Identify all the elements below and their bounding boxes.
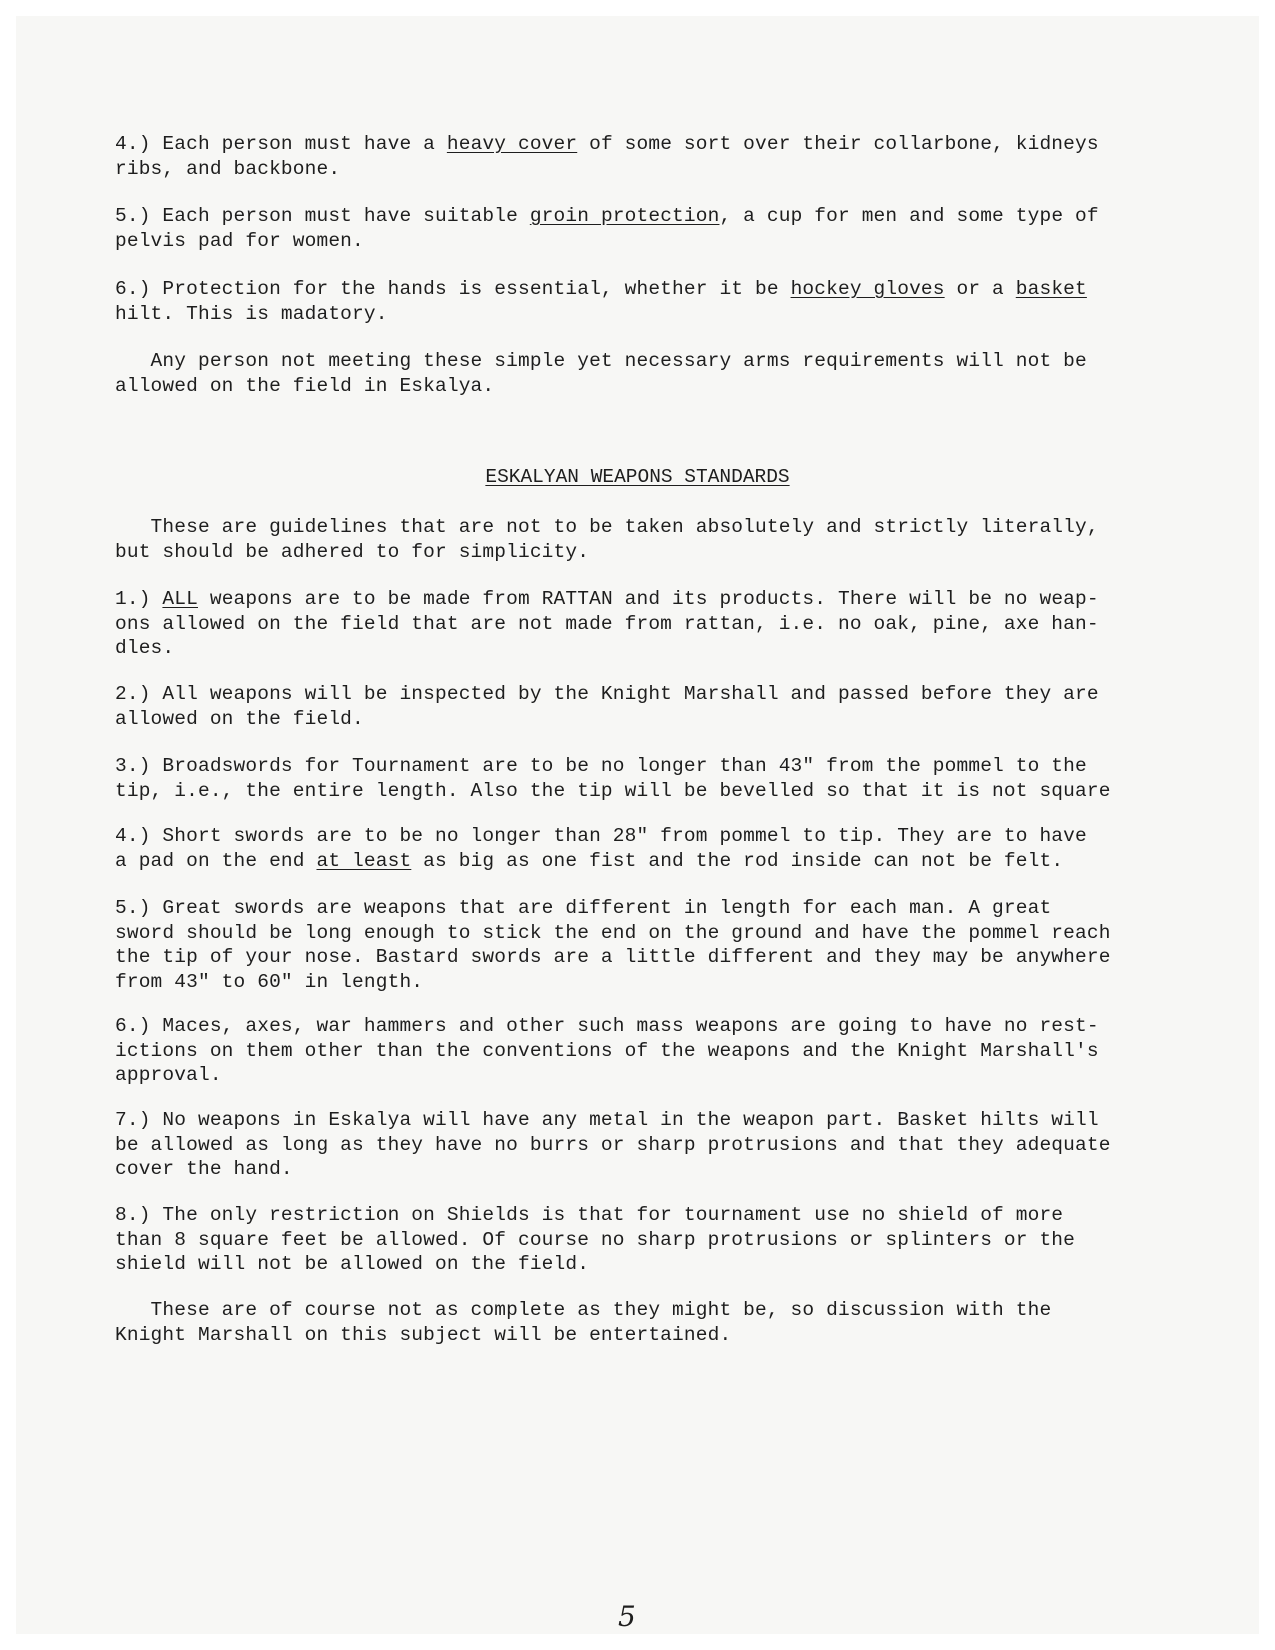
weapons-item-6 (115, 1014, 1175, 1088)
weapons-item-7-line1: 7.) No weapons in Eskalya will have any metal in the weapon part. Basket hilts will (115, 1109, 1099, 1131)
weapons-item-1-underlined: ALL (162, 588, 198, 610)
weapons-item-2-line1: 2.) All weapons will be inspected by the Knight Marshall and passed before they are (115, 683, 1099, 705)
armor-item-4 (115, 132, 1175, 181)
armor-item-4-line2: ribs, and backbone. (115, 157, 341, 180)
weapons-item-5-line3: the tip of your nose. Bastard swords are a little different and they may be anywhere (115, 946, 1111, 968)
armor-item-6-text: 6.) Protection for the hands is essential, whether it be (115, 278, 791, 300)
weapons-item-5-line2: sword should be long enough to stick the end on the ground and have the pommel reach (115, 921, 1111, 944)
armor-item-5-line2: pelvis pad for women. (115, 229, 364, 252)
weapons-item-6-line3: approval. (115, 1064, 222, 1086)
armor-closing-line2: allowed on the field in Eskalya. (115, 374, 495, 397)
weapons-closing-line2: Knight Marshall on this subject will be entertained. (115, 1323, 732, 1346)
armor-item-5-underlined: groin protection (529, 205, 720, 227)
armor-item-4-text-rest: of some sort over their collarbone, kidneys (577, 133, 1099, 155)
weapons-intro-line1: These are guidelines that are not to be taken absolutely and strictly literally, (115, 516, 1099, 538)
weapons-item-1-number: 1.) (115, 588, 163, 610)
weapons-item-5 (115, 896, 1175, 994)
weapons-item-7 (115, 1108, 1175, 1182)
weapons-item-3-line2: tip, i.e., the entire length. Also the tip will be bevelled so that it is not square (115, 779, 1111, 802)
weapons-item-8 (115, 1203, 1175, 1277)
armor-item-6-line2: hilt. This is madatory. (115, 302, 388, 325)
weapons-item-5-line4: from 43" to 60" in length. (115, 970, 424, 993)
page-number: 5 (618, 1600, 636, 1633)
weapons-intro (115, 515, 1175, 564)
section-heading: ESKALYAN WEAPONS STANDARDS (485, 466, 790, 488)
weapons-intro-line2: but should be adhered to for simplicity. (115, 540, 590, 563)
weapons-item-4-line2: a pad on the end (115, 849, 317, 872)
weapons-item-8-line3: shield will not be allowed on the field. (115, 1253, 590, 1275)
armor-closing-paragraph (115, 349, 1175, 398)
weapons-item-8-line1: 8.) The only restriction on Shields is that for tournament use no shield of more (115, 1204, 1064, 1226)
weapons-item-2 (115, 682, 1175, 731)
armor-closing-line1: Any person not meeting these simple yet necessary arms requirements will not be (115, 350, 1087, 372)
weapons-item-4 (115, 824, 1175, 873)
weapons-item-3-line1: 3.) Broadswords for Tournament are to be no longer than 43" from the pommel to the (115, 755, 1087, 777)
weapons-item-6-line2: ictions on them other than the conventions of the weapons and the Knight Marshall's (115, 1039, 1099, 1062)
weapons-closing-paragraph (115, 1298, 1175, 1347)
armor-item-5 (115, 204, 1175, 253)
armor-item-6-underlined: hockey gloves (790, 278, 945, 300)
armor-item-5-text-rest: , a cup for men and some type of (719, 205, 1099, 227)
weapons-item-4-line1: 4.) Short swords are to be no longer than 28" from pommel to tip. They are to have (115, 825, 1087, 847)
armor-item-4-underlined: heavy cover (446, 133, 578, 155)
weapons-closing-line1: These are of course not as complete as they might be, so discussion with the (115, 1299, 1052, 1321)
weapons-item-1-line3: dles. (115, 637, 175, 659)
weapons-item-7-line2: be allowed as long as they have no burrs or sharp protrusions and that they adequate (115, 1133, 1111, 1156)
weapons-item-7-line3: cover the hand. (115, 1158, 293, 1180)
weapons-item-6-line1: 6.) Maces, axes, war hammers and other such mass weapons are going to have no rest- (115, 1015, 1099, 1037)
weapons-item-1 (115, 587, 1175, 661)
armor-item-6-underlined-2: basket (1015, 278, 1087, 300)
armor-item-6 (115, 277, 1175, 326)
weapons-item-1-line1: weapons are to be made from RATTAN and its products. There will be no weap- (197, 588, 1099, 610)
weapons-item-5-line1: 5.) Great swords are weapons that are different in length for each man. A great (115, 897, 1052, 919)
armor-item-5-text: 5.) Each person must have suitable (115, 205, 530, 227)
armor-item-6-text-mid: or a (944, 278, 1016, 300)
weapons-item-2-line2: allowed on the field. (115, 707, 364, 730)
weapons-item-3 (115, 754, 1175, 803)
weapons-item-8-line2: than 8 square feet be allowed. Of course no sharp protrusions or splinters or the (115, 1228, 1076, 1251)
weapons-item-4-underlined: at least (316, 849, 412, 872)
weapons-item-4-line2-rest: as big as one fist and the rod inside can not be felt. (411, 849, 1064, 872)
weapons-item-1-line2: ons allowed on the field that are not made from rattan, i.e. no oak, pine, axe han- (115, 612, 1099, 635)
armor-item-4-text: 4.) Each person must have a (115, 133, 447, 155)
